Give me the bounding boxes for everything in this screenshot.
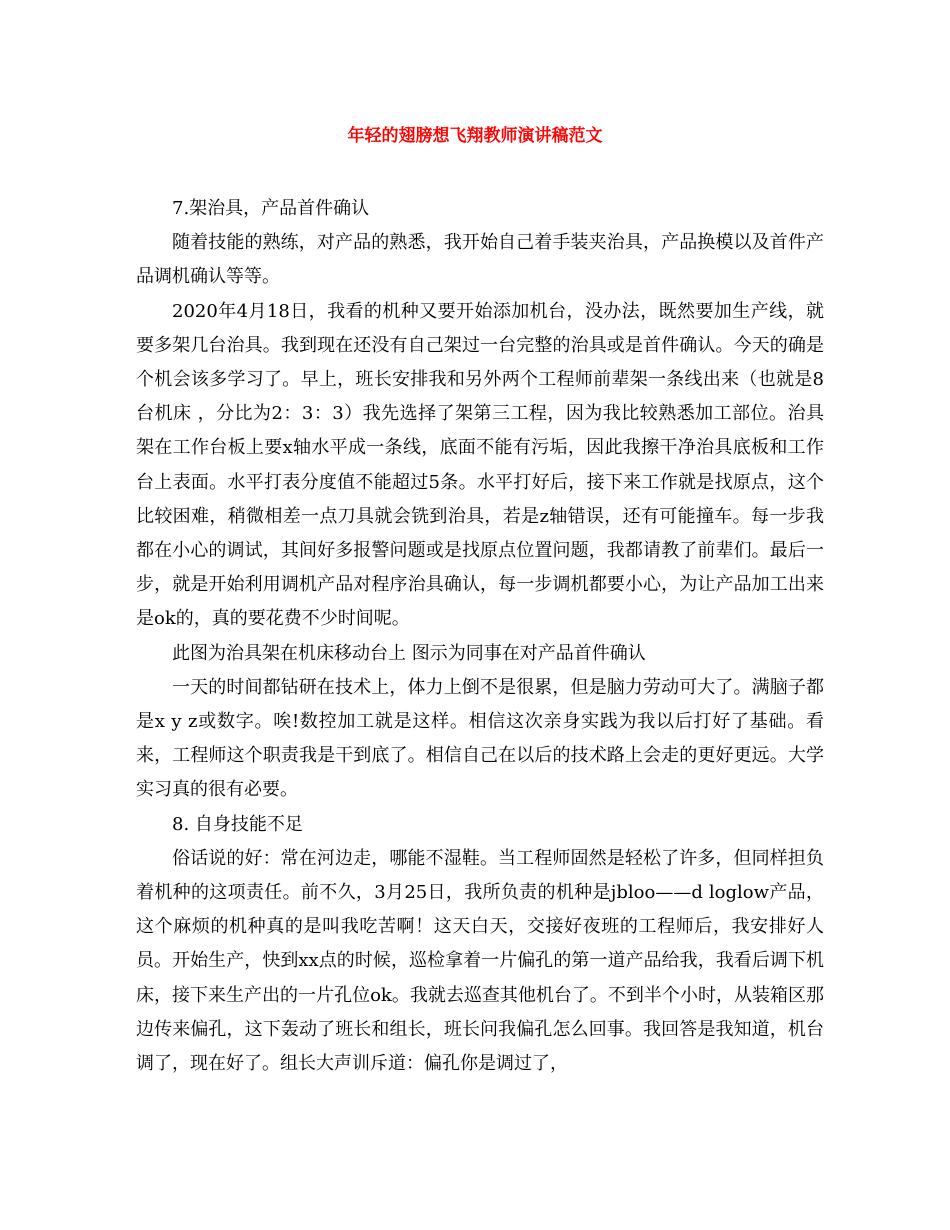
document-title: 年轻的翅膀想飞翔教师演讲稿范文 (347, 126, 603, 146)
paragraph: 2020年4月18日，我看的机种又要开始添加机台，没办法，既然要加生产线，就要多架几台治具。我到现在还没有自己架过一台完整的治具或是首件确认。今天的确是个机会该多学习了。早上，班长安排我和另外两个工程师前辈架一条线出来（也就是8台机床 ，分比为2：3：3）我先选择了架第三工程，因为我比较熟悉加工部位。治具架在工作台板上要x轴水平成一条线，底面不能有污垢，因此我擦干净治具底板和工作台上表面。水平打表分度值不能超过5条。水平打好后，接下来工作就是找原点，这个比较困难，稍微相差一点刀具就会铣到治具，若是z轴错误，还有可能撞车。每一步我都在小心的调试，其间好多报警问题或是找原点位置问题，我都请教了前辈们。最后一步，就是开始利用调机产品对程序治具确认，每一步调机都要小心，为让产品加工出来是ok的，真的要花费不少时间呢。 (136, 300, 824, 630)
paragraph: 随着技能的熟练，对产品的熟悉，我开始自己着手装夹治具，产品换模以及首件产品调机确认等等。 (136, 232, 824, 288)
paragraph: 一天的时间都钻研在技术上，体力上倒不是很累，但是脑力劳动可大了。满脑子都是x y z或数字。唉!数控加工就是这样。相信这次亲身实践为我以后打好了基础。看来，工程师这个职责我是干到底了。相信自己在以后的技术路上会走的更好更远。大学实习真的很有必要。 (136, 676, 824, 801)
paragraph-section-8-heading: 8. 自身技能不足 (172, 813, 303, 835)
document-body (136, 192, 824, 1081)
paragraph: 俗话说的好：常在河边走，哪能不湿鞋。当工程师固然是轻松了许多，但同样担负着机种的这项责任。前不久，3月25日，我所负责的机种是jbloo——d loglow产品，这个麻烦的机种真的是叫我吃苦啊！这天白天，交接好夜班的工程师后，我安排好人员。开始生产，快到xx点的时候，巡检拿着一片偏孔的第一道产品给我，我看后调下机床，接下来生产出的一片孔位ok。我就去巡查其他机台了。不到半个小时，从装箱区那边传来偏孔，这下轰动了班长和组长，班长问我偏孔怎么回事。我回答是我知道，机台调了，现在好了。组长大声训斥道：偏孔你是调过了， (136, 847, 824, 1075)
paragraph-section-7-heading: 7.架治具，产品首件确认 (172, 198, 370, 219)
paragraph-image-caption: 此图为治具架在机床移动台上 图示为同事在对产品首件确认 (172, 642, 646, 664)
